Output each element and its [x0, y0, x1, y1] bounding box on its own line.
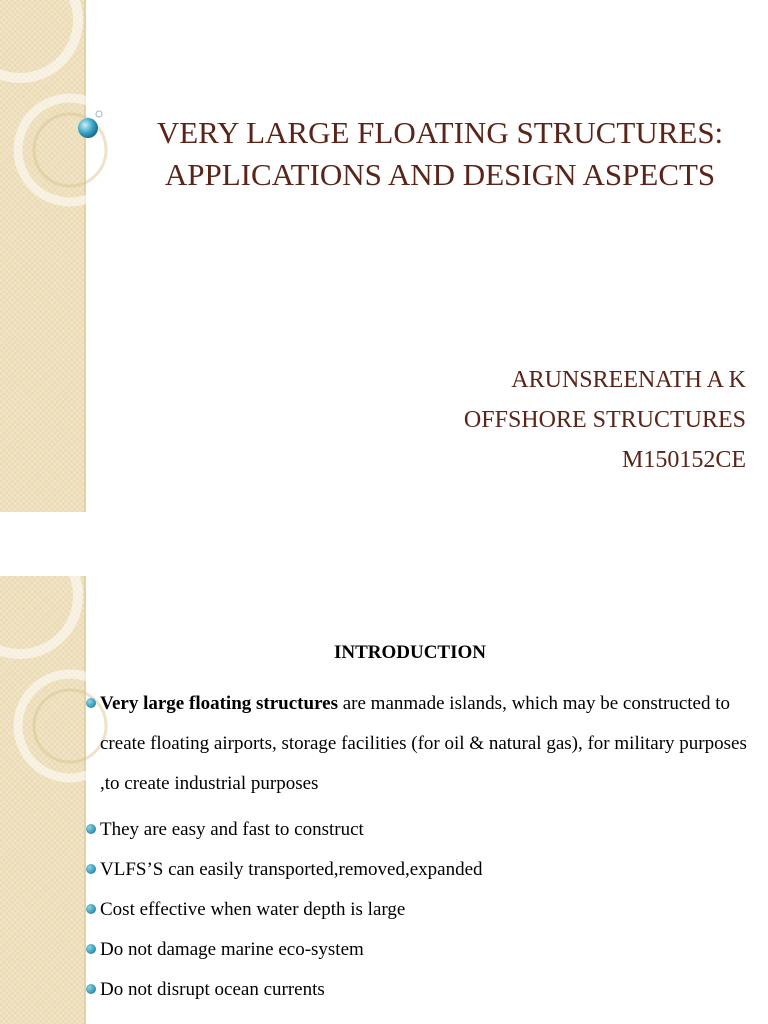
bullet-list	[86, 684, 756, 1010]
section-heading: INTRODUCTION	[333, 642, 487, 663]
slide-title-text	[120, 112, 760, 196]
bullet-text: Cost effective when water depth is large	[100, 899, 406, 920]
slide-gap	[0, 512, 768, 576]
list-item	[86, 890, 756, 930]
author-name: ARUNSREENATH A K	[511, 367, 746, 393]
bullet-dot-icon	[86, 984, 96, 994]
globe-bullet-icon	[0, 0, 110, 160]
roll-number: M150152CE	[621, 447, 746, 473]
bullet-text: They are easy and fast to construct	[100, 819, 364, 840]
list-item	[86, 684, 756, 804]
course-name: OFFSHORE STRUCTURES	[463, 407, 746, 433]
list-item	[86, 930, 756, 970]
list-item	[86, 810, 756, 850]
bullet-dot-icon	[86, 698, 96, 708]
bullet-dot-icon	[86, 944, 96, 954]
slide-introduction	[0, 576, 768, 1024]
title-line-1: VERY LARGE FLOATING STRUCTURES:	[156, 115, 724, 150]
title-line-2: APPLICATIONS AND DESIGN ASPECTS	[164, 157, 716, 192]
bullet-dot-icon	[86, 904, 96, 914]
bullet-text: are manmade islands, which may be constructed to create floating airports, storage facilities (for oil & natural gas), for military purposes ,to create industrial purposes	[100, 693, 747, 794]
author-block	[246, 360, 746, 480]
bullet-bold-text: Very large floating structures	[100, 693, 338, 714]
list-item	[86, 970, 756, 1010]
bullet-text: Do not disrupt ocean currents	[100, 979, 325, 1000]
bullet-dot-icon	[86, 824, 96, 834]
bullet-dot-icon	[86, 864, 96, 874]
bullet-text: VLFS’S can easily transported,removed,expanded	[100, 859, 483, 880]
bullet-text: Do not damage marine eco-system	[100, 939, 364, 960]
list-item	[86, 850, 756, 890]
